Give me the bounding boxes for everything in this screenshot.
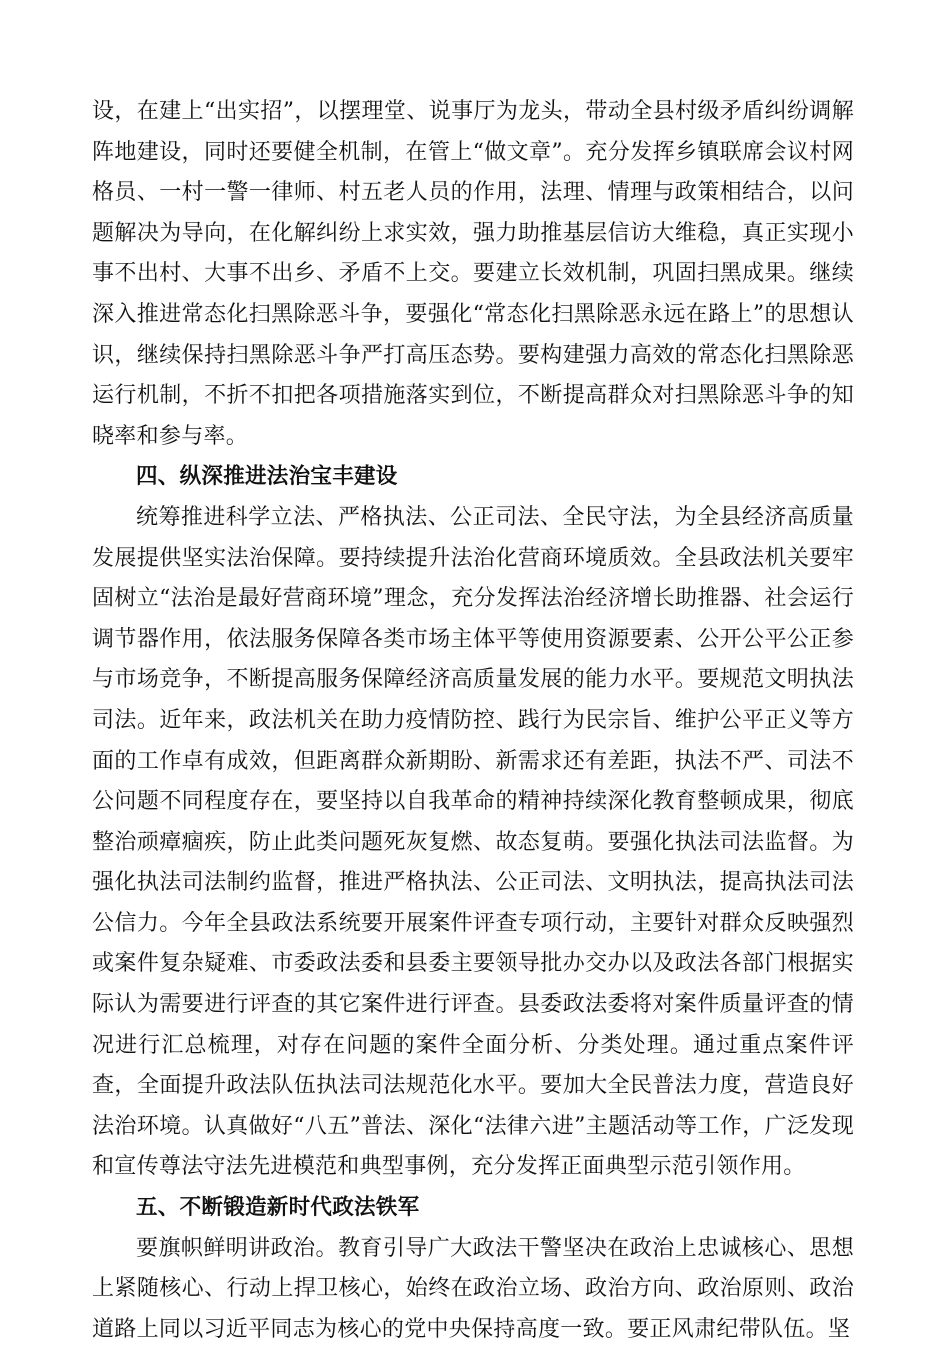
paragraph-section-4: 统筹推进科学立法、严格执法、公正司法、全民守法，为全县经济高质量发展提供坚实法治保障。要持续提升法治化营商环境质效。全县政法机关要牢固树立“法治是最好营商环境”理念，充分发挥法治经济增长助推器、社会运行调节器作用，依法服务保障各类市场主体平等使用资源要素、公开公平公正参与市场竞争，不断提高服务保障经济高质量发展的能力水平。要规范文明执法司法。近年来，政法机关在助力疫情防控、践行为民宗旨、维护公平正义等方面的工作卓有成效，但距离群众新期盼、新需求还有差距，执法不严、司法不公问题不同程度存在，要坚持以自我革命的精神持续深化教育整顿成果，彻底整治顽瘴痼疾，防止此类问题死灰复燃、故态复萌。要强化执法司法监督。为强化执法司法制约监督，推进严格执法、公正司法、文明执法，提高执法司法公信力。今年全县政法系统要开展案件评查专项行动，主要针对群众反映强烈或案件复杂疑难、市委政法委和县委主要领导批办交办以及政法各部门根据实际认为需要进行评查的其它案件进行评查。县委政法委将对案件质量评查的情况进行汇总梳理，对存在问题的案件全面分析、分类处理。通过重点案件评查，全面提升政法队伍执法司法规范化水平。要加大全民普法力度，营造良好法治环境。认真做好“八五”普法、深化“法律六进”主题活动等工作，广泛发现和宣传尊法守法先进模范和典型事例，充分发挥正面典型示范引领作用。 xyxy=(92,504,854,1180)
paragraph-section-5: 要旗帜鲜明讲政治。教育引导广大政法干警坚决在政治上忠诚核心、思想上紧随核心、行动上捍卫核心，始终在政治立场、政治方向、政治原则、政治道路上同以习近平同志为核心的党中央保持高度一致。要正风肃纪带队伍。坚 xyxy=(92,1235,854,1342)
document-body xyxy=(92,92,854,1350)
section-heading-5: 五、不断锻造新时代政法铁军 xyxy=(136,1195,420,1221)
paragraph-continuation: 设，在建上“出实招”，以摆理堂、说事厅为龙头，带动全县村级矛盾纠纷调解阵地建设，同时还要健全机制，在管上“做文章”。充分发挥乡镇联席会议村网格员、一村一警一律师、村五老人员的作用，法理、情理与政策相结合，以问题解决为导向，在化解纠纷上求实效，强力助推基层信访大维稳，真正实现小事不出村、大事不出乡、矛盾不上交。要建立长效机制，巩固扫黑成果。继续深入推进常态化扫黑除恶斗争，要强化“常态化扫黑除恶永远在路上”的思想认识，继续保持扫黑除恶斗争严打高压态势。要构建强力高效的常态化扫黑除恶运行机制，不折不扣把各项措施落实到位，不断提高群众对扫黑除恶斗争的知晓率和参与率。 xyxy=(92,99,854,449)
section-heading-4: 四、纵深推进法治宝丰建设 xyxy=(136,464,398,490)
